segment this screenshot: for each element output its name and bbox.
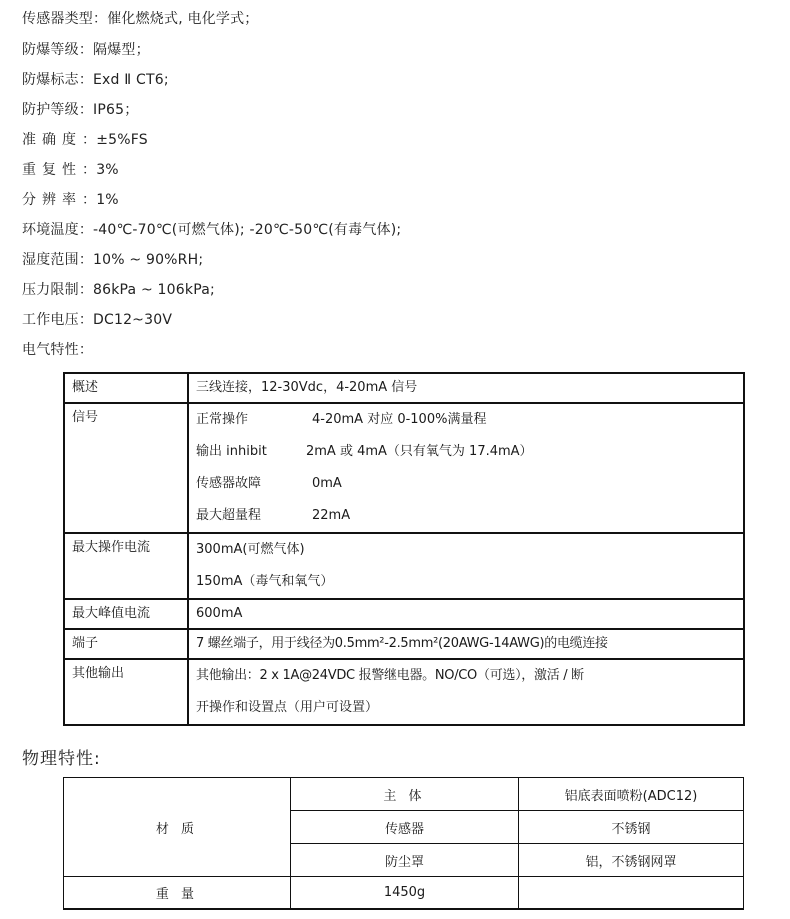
- weight-label: 重 量: [64, 877, 291, 910]
- spec-repeatability: 重复性：3%: [22, 162, 119, 178]
- table-row: [64, 403, 744, 533]
- spec-label: 防爆等级: [22, 42, 79, 58]
- table-row: [64, 778, 744, 811]
- spec-electrical-heading: 电气特性：: [22, 342, 94, 358]
- spec-value: 1%: [96, 192, 119, 208]
- value-cell: 铝底表面喷粉(ADC12): [519, 778, 744, 811]
- signal-name: 正常操作: [196, 412, 249, 427]
- spec-value: 3%: [96, 162, 119, 178]
- spec-label: 电气特性: [22, 342, 79, 358]
- physical-heading: 物理特性:: [22, 749, 101, 769]
- spec-value: IP65；: [93, 102, 139, 118]
- row-value: [188, 659, 744, 725]
- spec-label: 环境温度: [22, 222, 79, 238]
- row-value: 7 螺丝端子，用于线径为0.5mm²-2.5mm²(20AWG-14AWG)的电缆连接: [188, 629, 744, 659]
- spec-label: 重复性: [22, 162, 82, 178]
- value-line: 开操作和设置点（用户可设置）: [196, 700, 379, 715]
- signal-value: 2mA 或 4mA（只有氧气为 17.4mA）: [306, 444, 533, 459]
- signal-item: [196, 404, 743, 436]
- weight-value: 1450g: [291, 877, 519, 910]
- part-cell: 主 体: [291, 778, 519, 811]
- spec-value: -40℃-70℃(可燃气体); -20℃-50℃(有毒气体);: [93, 222, 402, 238]
- row-label: 其他输出: [64, 659, 188, 725]
- spec-value: 隔爆型；: [93, 42, 150, 58]
- spec-value: 10% ~ 90%RH;: [93, 252, 204, 268]
- spec-label: 传感器类型: [22, 11, 93, 27]
- signal-item: [196, 500, 743, 532]
- spec-label: 湿度范围: [22, 252, 79, 268]
- signal-value: 22mA: [312, 508, 351, 523]
- spec-humidity: 湿度范围：10% ~ 90%RH;: [22, 252, 204, 268]
- signal-value: 0mA: [312, 476, 342, 491]
- signal-name: 输出 inhibit: [196, 444, 267, 459]
- part-cell: 防尘罩: [291, 844, 519, 877]
- value-cell: 不锈钢: [519, 811, 744, 844]
- spec-pressure: 压力限制：86kPa ~ 106kPa;: [22, 282, 215, 298]
- table-row: [64, 659, 744, 725]
- signal-item: [196, 436, 743, 468]
- spec-value: DC12~30V: [93, 312, 173, 328]
- table-row: [64, 533, 744, 599]
- spec-label: 工作电压: [22, 312, 79, 328]
- spec-label: 压力限制: [22, 282, 79, 298]
- signal-value: 4-20mA 对应 0-100%满量程: [312, 412, 487, 427]
- value-line: 其他输出：2 x 1A@24VDC 报警继电器。NO/CO（可选），激活 / 断: [196, 668, 584, 683]
- row-value: 三线连接，12-30Vdc，4-20mA 信号: [188, 373, 744, 403]
- physical-table: [63, 777, 744, 910]
- signal-name: 最大超量程: [196, 508, 262, 523]
- spec-label: 防护等级: [22, 102, 79, 118]
- value-line: 300mA(可燃气体): [196, 542, 305, 557]
- row-value: [188, 533, 744, 599]
- signal-item: [196, 468, 743, 500]
- spec-value: 催化燃烧式, 电化学式；: [107, 11, 259, 27]
- spec-explosion-grade: 防爆等级：隔爆型；: [22, 42, 150, 58]
- spec-value: Exd Ⅱ CT6;: [93, 72, 169, 88]
- table-row: [64, 373, 744, 403]
- spec-ambient-temp: 环境温度：-40℃-70℃(可燃气体); -20℃-50℃(有毒气体);: [22, 222, 402, 238]
- spec-value: ±5%FS: [96, 132, 148, 148]
- table-row: [64, 599, 744, 629]
- spec-explosion-mark: 防爆标志：Exd Ⅱ CT6;: [22, 72, 169, 88]
- weight-extra: [519, 877, 744, 910]
- part-cell: 传感器: [291, 811, 519, 844]
- row-label: 端子: [64, 629, 188, 659]
- row-label: 最大操作电流: [64, 533, 188, 599]
- spec-voltage: 工作电压：DC12~30V: [22, 312, 173, 328]
- value-line: 150mA（毒气和氧气）: [196, 574, 334, 589]
- table-row: [64, 629, 744, 659]
- spec-label: 准确度: [22, 132, 82, 148]
- row-label: 信号: [64, 403, 188, 533]
- row-value: 600mA: [188, 599, 744, 629]
- spec-label: 分辨率: [22, 192, 82, 208]
- table-row: [64, 877, 744, 910]
- spec-protection-grade: 防护等级：IP65；: [22, 102, 139, 118]
- signal-name: 传感器故障: [196, 476, 262, 491]
- spec-accuracy: 准确度：±5%FS: [22, 132, 148, 148]
- signal-details: [188, 403, 744, 533]
- spec-value: 86kPa ~ 106kPa;: [93, 282, 215, 298]
- electrical-table: [63, 372, 745, 726]
- value-cell: 铝，不锈钢网罩: [519, 844, 744, 877]
- row-label: 概述: [64, 373, 188, 403]
- spec-sensor-type: 传感器类型：催化燃烧式, 电化学式；: [22, 11, 259, 27]
- spec-resolution: 分辨率：1%: [22, 192, 119, 208]
- spec-label: 防爆标志: [22, 72, 79, 88]
- row-label: 最大峰值电流: [64, 599, 188, 629]
- material-label: 材 质: [64, 778, 291, 877]
